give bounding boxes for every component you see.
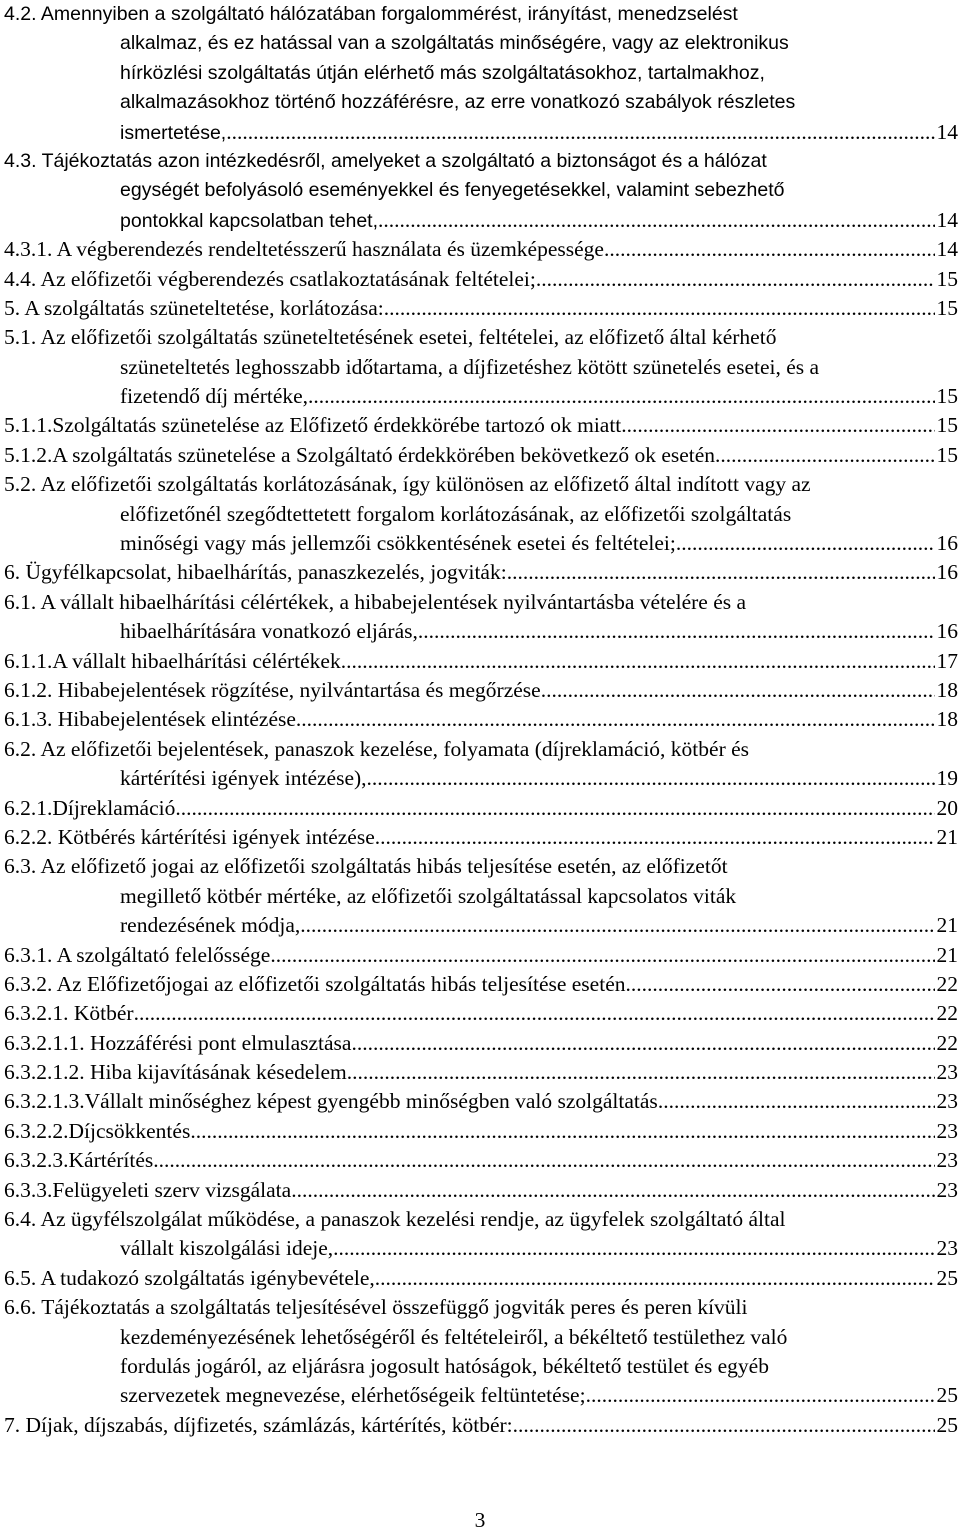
toc-entry-text: 6.3. Az előfizető jogai az előfizetői szolgáltatás hibás teljesítése esetén, az előfizetőt — [4, 854, 728, 879]
toc-entry[interactable] — [4, 147, 958, 235]
toc-entry-line — [4, 382, 958, 411]
toc-entry[interactable] — [4, 1176, 958, 1205]
toc-page-number: 23 — [936, 1177, 958, 1202]
dot-leader — [513, 1411, 935, 1440]
toc-entry-text: alkalmazásokhoz történő hozzáférésre, az erre vonatkozó szabályok részletes — [120, 91, 796, 114]
toc-entry[interactable] — [4, 1029, 958, 1058]
toc-entry[interactable] — [4, 588, 958, 647]
toc-entry-text: ismertetése, — [120, 121, 227, 144]
toc-entry-text: 6.3.2.1. Kötbér — [4, 1001, 134, 1026]
toc-entry-line — [4, 676, 958, 705]
toc-entry[interactable] — [4, 1293, 958, 1411]
toc-entry-line — [4, 1264, 958, 1293]
toc-entry-line — [4, 999, 958, 1028]
toc-entry[interactable] — [4, 676, 958, 705]
toc-entry-line — [4, 941, 958, 970]
toc-page-number: 22 — [936, 1030, 958, 1055]
toc-entry-text: egységét befolyásoló eseményekkel és fenyegetésekkel, valamint sebezhető — [120, 179, 785, 202]
dot-leader — [621, 411, 934, 440]
toc-entry[interactable] — [4, 1058, 958, 1087]
toc-entry-text: megillető kötbér mértéke, az előfizetői szolgáltatással kapcsolatos viták — [120, 883, 737, 908]
toc-entry[interactable] — [4, 323, 958, 411]
toc-entry-line — [4, 29, 958, 58]
dot-leader — [418, 617, 935, 646]
toc-entry-line — [4, 529, 958, 558]
dot-leader — [341, 647, 935, 676]
toc-entry-text: 6.2.1.Díjreklamáció — [4, 795, 176, 820]
toc-entry[interactable] — [4, 1264, 958, 1293]
toc-entry-text: kezdeményezésének lehetőségéről és feltételeiről, a békéltető testülethez való — [120, 1324, 788, 1349]
toc-entry-line — [4, 1146, 958, 1175]
toc-entry[interactable] — [4, 411, 958, 440]
toc-page-number: 22 — [936, 1001, 958, 1026]
toc-entry[interactable] — [4, 970, 958, 999]
toc-entry-text: minőségi vagy más jellemzői csökkentésének esetei és feltételei; — [120, 531, 676, 556]
toc-entry[interactable] — [4, 1205, 958, 1264]
dot-leader — [507, 558, 935, 587]
toc-page-number: 15 — [936, 413, 958, 438]
toc-entry-text: 6.4. Az ügyfélszolgálat működése, a panaszok kezelési rendje, az ügyfelek szolgáltató által — [4, 1207, 786, 1232]
toc-entry-text: kártérítési igények intézése), — [120, 766, 367, 791]
toc-entry-text: 4.3. Tájékoztatás azon intézkedésről, amelyeket a szolgáltató a biztonságot és a hálózat — [4, 149, 767, 172]
dot-leader — [333, 1234, 934, 1263]
toc-page-number: 16 — [936, 531, 958, 556]
toc-entry-line — [4, 353, 958, 382]
toc-entry-line — [4, 265, 958, 294]
dot-leader — [715, 441, 934, 470]
toc-entry-line — [4, 882, 958, 911]
toc-entry-line — [4, 118, 958, 147]
dot-leader — [291, 1176, 934, 1205]
toc-page-number: 20 — [936, 795, 958, 820]
toc-entry[interactable] — [4, 235, 958, 264]
toc-entry[interactable] — [4, 0, 958, 147]
toc-entry-text: 6.3.2.1.1. Hozzáférési pont elmulasztása — [4, 1030, 352, 1055]
toc-entry-text: előfizetőnél szegődtettetett forgalom korlátozásának, az előfizetői szolgáltatás — [120, 501, 792, 526]
toc-entry-text: 5. A szolgáltatás szüneteltetése, korlátozása: — [4, 295, 384, 320]
toc-entry[interactable] — [4, 1117, 958, 1146]
toc-entry-text: fizetendő díj mértéke, — [120, 384, 309, 409]
toc-entry-text: 4.3.1. A végberendezés rendeltetésszerű használata és üzemképessége — [4, 237, 604, 262]
toc-entry-line — [4, 1411, 958, 1440]
toc-entry-line — [4, 617, 958, 646]
toc-page-number: 18 — [936, 677, 958, 702]
dot-leader — [134, 999, 935, 1028]
toc-page-number: 25 — [936, 1383, 958, 1408]
dot-leader — [536, 265, 935, 294]
toc-entry-text: 6.3.2.1.3.Vállalt minőséghez képest gyengébb minőségben való szolgáltatás — [4, 1089, 658, 1114]
toc-entry-text: 6.1.1.A vállalt hibaelhárítási célértékek — [4, 648, 341, 673]
toc-entry-text: 6.1.3. Hibabejelentések elintézése — [4, 707, 296, 732]
toc-entry-line — [4, 1087, 958, 1116]
toc-entry-line — [4, 176, 958, 205]
dot-leader — [378, 206, 934, 235]
toc-entry-line — [4, 1029, 958, 1058]
dot-leader — [625, 970, 934, 999]
toc-entry-text: 5.1.2.A szolgáltatás szünetelése a Szolgáltató érdekkörében bekövetkező ok esetén — [4, 442, 716, 467]
toc-entry-text: 4.2. Amennyiben a szolgáltató hálózatában forgalommérést, irányítást, menedzselést — [4, 3, 738, 25]
toc-entry-text: 6. Ügyfélkapcsolat, hibaelhárítás, panaszkezelés, jogviták: — [4, 560, 507, 585]
toc-page-number: 22 — [936, 971, 958, 996]
toc-page-number: 15 — [936, 384, 958, 409]
dot-leader — [586, 1381, 935, 1410]
toc-entry-text: fordulás jogáról, az eljárásra jogosult hatóságok, békéltető testület és egyéb — [120, 1353, 769, 1378]
dot-leader — [153, 1146, 934, 1175]
toc-entry-text: 6.6. Tájékoztatás a szolgáltatás teljesítésével összefüggő jogviták peres és peren kívüli — [4, 1295, 748, 1320]
toc-entry-text: 6.2.2. Kötbérés kártérítési igények intézése — [4, 824, 375, 849]
dot-leader — [347, 1058, 935, 1087]
toc-entry-text: rendezésének módja, — [120, 913, 301, 938]
toc-entry[interactable] — [4, 941, 958, 970]
dot-leader — [296, 705, 935, 734]
toc-entry-line — [4, 294, 958, 323]
toc-page-number: 15 — [936, 266, 958, 291]
toc-page-number: 14 — [936, 207, 958, 232]
toc-entry[interactable] — [4, 441, 958, 470]
toc-entry-line — [4, 970, 958, 999]
toc-entry-line — [4, 441, 958, 470]
toc-entry-line — [4, 1293, 958, 1322]
toc-page-number: 15 — [936, 442, 958, 467]
toc-page-number: 23 — [936, 1148, 958, 1173]
dot-leader — [367, 764, 935, 793]
toc-entry-text: 6.3.3.Felügyeleti szerv vizsgálata — [4, 1177, 292, 1202]
toc-entry-line — [4, 794, 958, 823]
toc-entry-text: 6.1. A vállalt hibaelhárítási célértékek, a hibabejelentések nyilvántartásba vételére és a — [4, 589, 747, 614]
toc-entry-line — [4, 1205, 958, 1234]
dot-leader — [375, 1264, 935, 1293]
toc-entry-text: 4.4. Az előfizetői végberendezés csatlakoztatásának feltételei; — [4, 266, 536, 291]
toc-page-number: 21 — [936, 824, 958, 849]
toc-entry-line — [4, 500, 958, 529]
toc-entry-line — [4, 852, 958, 881]
toc-entry-text: hírközlési szolgáltatás útján elérhető más szolgáltatásokhoz, tartalmakhoz, — [120, 61, 765, 84]
dot-leader — [676, 529, 935, 558]
toc-entry-text: 5.2. Az előfizetői szolgáltatás korlátozásának, így különösen az előfizető által indított vagy az — [4, 472, 811, 497]
toc-entry[interactable] — [4, 1087, 958, 1116]
toc-entry-line — [4, 1058, 958, 1087]
dot-leader — [604, 235, 935, 264]
toc-entry-text: 6.1.2. Hibabejelentések rögzítése, nyilvántartása és megőrzése — [4, 677, 541, 702]
toc-entry-line — [4, 1323, 958, 1352]
toc-page-number: 16 — [936, 619, 958, 644]
toc-page-number: 15 — [936, 295, 958, 320]
toc-entry-line — [4, 1381, 958, 1410]
toc-page-number: 23 — [936, 1089, 958, 1114]
toc-entry-line — [4, 235, 958, 264]
toc-page-number: 18 — [936, 707, 958, 732]
toc-entry-line — [4, 147, 958, 176]
toc-entry-line — [4, 647, 958, 676]
toc-page-number: 14 — [936, 119, 958, 144]
toc-page-number: 23 — [936, 1236, 958, 1261]
toc-entry-text: 6.3.2.3.Kártérítés — [4, 1148, 154, 1173]
toc-entry[interactable] — [4, 823, 958, 852]
toc-entry-text: pontokkal kapcsolatban tehet, — [120, 209, 379, 232]
toc-entry-line — [4, 1176, 958, 1205]
toc-entry[interactable] — [4, 265, 958, 294]
toc-entry-line — [4, 323, 958, 352]
dot-leader — [375, 823, 935, 852]
toc-entry-line — [4, 705, 958, 734]
toc-entry-text: alkalmaz, és ez hatással van a szolgáltatás minőségére, vagy az elektronikus — [120, 32, 789, 55]
toc-entry-line — [4, 88, 958, 117]
toc-page-number: 14 — [936, 237, 958, 262]
dot-leader — [384, 294, 935, 323]
toc-entry-text: 6.3.2. Az Előfizetőjogai az előfizetői szolgáltatás hibás teljesítése esetén — [4, 971, 626, 996]
toc-entry[interactable] — [4, 470, 958, 558]
toc-entry[interactable] — [4, 794, 958, 823]
toc-entry-text: 6.2. Az előfizetői bejelentések, panaszok kezelése, folyamata (díjreklamáció, kötbér és — [4, 736, 750, 761]
toc-entry-line — [4, 558, 958, 587]
toc-entry-line — [4, 206, 958, 235]
toc-page-number: 25 — [936, 1265, 958, 1290]
dot-leader — [541, 676, 935, 705]
toc-entry-line — [4, 411, 958, 440]
toc-entry-text: 5.1. Az előfizetői szolgáltatás szüneteltetésének esetei, feltételei, az előfizető által kérhető — [4, 325, 777, 350]
toc-entry-line — [4, 59, 958, 88]
toc-entry-line — [4, 588, 958, 617]
toc-entry-text: 7. Díjak, díjszabás, díjfizetés, számlázás, kártérítés, kötbér: — [4, 1412, 513, 1437]
toc-entry[interactable] — [4, 1146, 958, 1175]
toc-entry[interactable] — [4, 1411, 958, 1440]
toc-page-number: 19 — [936, 766, 958, 791]
toc-entry-text: 6.3.1. A szolgáltató felelőssége — [4, 942, 271, 967]
toc-entry[interactable] — [4, 294, 958, 323]
toc-page-number: 16 — [936, 560, 958, 585]
dot-leader — [300, 911, 934, 940]
dot-leader — [308, 382, 934, 411]
dot-leader — [226, 118, 934, 147]
toc-entry-line — [4, 823, 958, 852]
toc-entry[interactable] — [4, 647, 958, 676]
toc-entry-line — [4, 1234, 958, 1263]
toc-entry-line — [4, 470, 958, 499]
toc-page-number: 17 — [936, 648, 958, 673]
toc-entry-line — [4, 911, 958, 940]
toc-entry-text: 6.3.2.2.Díjcsökkentés — [4, 1118, 191, 1143]
toc-page-number: 25 — [936, 1412, 958, 1437]
toc-entry-text: szervezetek megnevezése, elérhetőségeik feltüntetése; — [120, 1383, 586, 1408]
toc-entry-text: hibaelhárítására vonatkozó eljárás, — [120, 619, 418, 644]
toc-entry-text: vállalt kiszolgálási ideje, — [120, 1236, 334, 1261]
page-number: 3 — [474, 1508, 486, 1532]
toc-entry[interactable] — [4, 999, 958, 1028]
toc-entry[interactable] — [4, 558, 958, 587]
dot-leader — [351, 1029, 934, 1058]
toc-entry-text: szüneteltetés leghosszabb időtartama, a díjfizetéshez kötött szünetelés esetei, és a — [120, 354, 820, 379]
toc-entry-text: 5.1.1.Szolgáltatás szünetelése az Előfizető érdekkörébe tartozó ok miatt — [4, 413, 622, 438]
toc-entry-line — [4, 735, 958, 764]
toc-entry-line — [4, 0, 958, 29]
toc-entry[interactable] — [4, 852, 958, 940]
toc-page-number: 21 — [936, 942, 958, 967]
toc-entry-text: 6.5. A tudakozó szolgáltatás igénybevétele, — [4, 1265, 375, 1290]
toc-entry-line — [4, 764, 958, 793]
table-of-contents — [4, 0, 958, 1440]
toc-entry-line — [4, 1117, 958, 1146]
toc-page-number: 23 — [936, 1060, 958, 1085]
toc-entry-line — [4, 1352, 958, 1381]
toc-page-number: 23 — [936, 1118, 958, 1143]
dot-leader — [190, 1117, 934, 1146]
dot-leader — [175, 794, 934, 823]
toc-entry-text: 6.3.2.1.2. Hiba kijavításának késedelem — [4, 1060, 347, 1085]
toc-page-number: 21 — [936, 913, 958, 938]
dot-leader — [270, 941, 934, 970]
toc-entry[interactable] — [4, 735, 958, 794]
toc-entry[interactable] — [4, 705, 958, 734]
dot-leader — [658, 1087, 935, 1116]
